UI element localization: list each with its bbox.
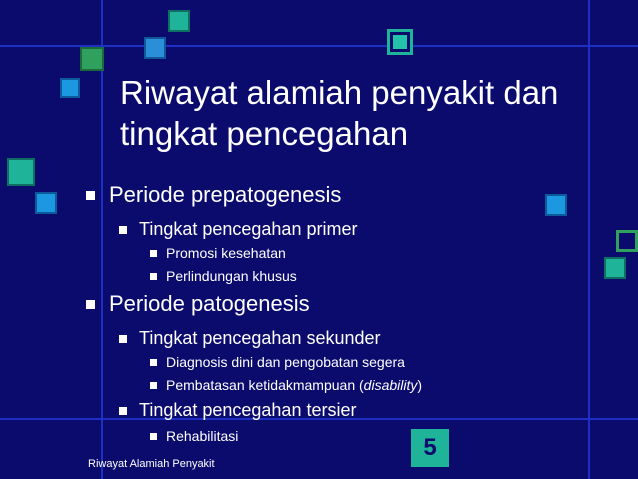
bullet-diagnosis-dini [150,354,405,370]
bullet-label [166,377,422,393]
bullet-label: Tingkat pencegahan tersier [139,400,357,420]
decor-square [604,257,626,279]
bullet-pembatasan-ketidakmampuan [150,377,422,393]
decor-line [101,0,103,479]
bullet-label: Perlindungan khusus [166,268,297,284]
decor-square [144,37,166,59]
square-bullet-icon [86,191,95,200]
decor-square [616,230,638,252]
bullet-text: ) [417,377,423,393]
slide-title-line: tingkat pencegahan [120,115,409,152]
bullet-label: Periode prepatogenesis [109,182,342,207]
bullet-label: Rehabilitasi [166,428,239,444]
bullet-text: Pembatasan ketidakmampuan ( [166,377,364,393]
bullet-pencegahan-primer [119,219,357,240]
footer-text: Riwayat Alamiah Penyakit [88,458,215,470]
square-bullet-icon [150,359,157,366]
square-bullet-icon [150,433,157,440]
bullet-promosi-kesehatan [150,245,286,261]
bullet-periode-patogenesis [86,291,310,317]
square-bullet-icon [150,250,157,257]
decor-square [60,78,80,98]
decor-square [35,192,57,214]
square-bullet-icon [119,226,127,234]
bullet-label: Tingkat pencegahan primer [139,219,358,239]
page-number: 5 [408,426,452,470]
decor-square [168,10,190,32]
slide-title-line: Riwayat alamiah penyakit dan [120,74,559,111]
bullet-label: Periode patogenesis [109,291,310,316]
bullet-text-italic: disability [363,377,418,393]
bullet-periode-prepatogenesis [86,182,341,208]
slide-title [120,72,620,154]
bullet-label: Diagnosis dini dan pengobatan segera [166,354,405,370]
bullet-label: Promosi kesehatan [166,245,286,261]
bullet-perlindungan-khusus [150,268,297,284]
bullet-pencegahan-tersier [119,400,356,421]
square-bullet-icon [150,382,157,389]
square-bullet-icon [119,335,127,343]
decor-square [545,194,567,216]
square-bullet-icon [86,300,95,309]
bullet-pencegahan-sekunder [119,328,381,349]
decor-square [7,158,35,186]
decor-square [80,47,104,71]
bullet-label: Tingkat pencegahan sekunder [139,328,381,348]
bullet-rehabilitasi [150,428,238,444]
square-bullet-icon [119,407,127,415]
square-bullet-icon [150,273,157,280]
